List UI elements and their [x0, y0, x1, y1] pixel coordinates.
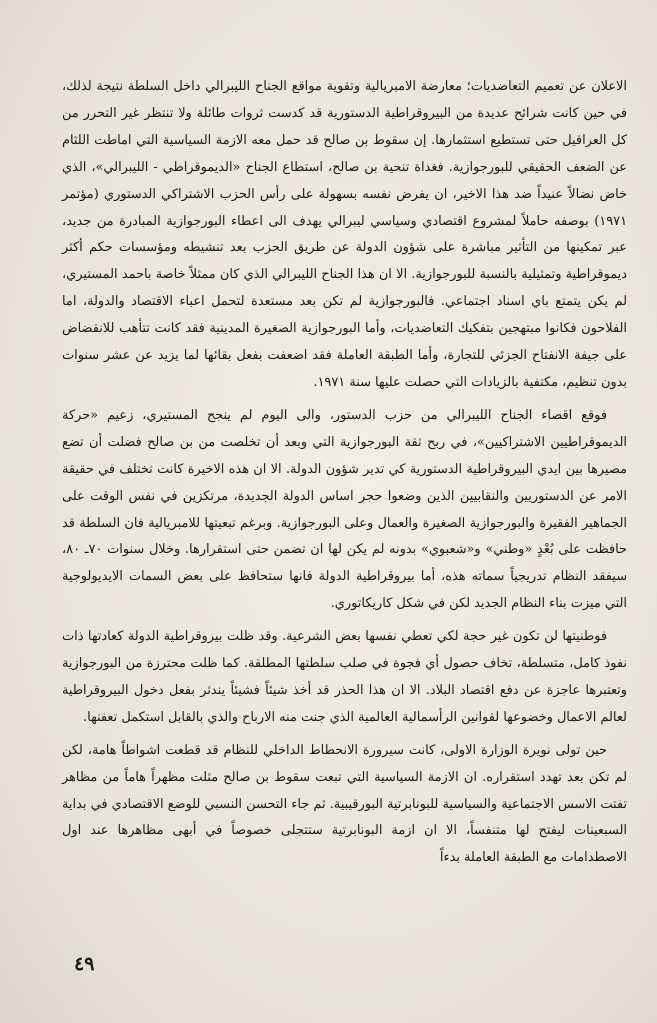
paragraph-2: فوقع اقصاء الجناح الليبرالي من حزب الدستور، والى اليوم لم ينجح المستيري، زعيم «حركة الديموقراطيين الاشتراكيين»، في ربح ثقة البورجوازية التي وبعد أن تخلصت من بن صالح فضلت أن تضع مصيرها بين ايدي البيروقراطية الدستورية كي تدير شؤون الدولة. الا ان هذه الاخيرة كانت تختلف في حقيقة الامر عن الدستوريين والنقابيين الذين وضعوا حجر اساس الدولة الجديدة، مرتكزين في نفس الوقت على الجماهير الفقيرة والبورجوازية الصغيرة والعمال وعلى البورجوازية. وبرغم تبعيتها للامبريالية فان السلطة قد حافظت على بُعْدٍ «وطني» و«شعبوي» بدونه لم يكن لها ان تضمن حتى استقرارها. وخلال سنوات ٧٠ـ ٨٠، سيفقد النظام تدريجياً سماته هذه، أما بيروقراطية الدولة فانها ستحافظ على بعض السمات الايديولوجية التي ميزت بناء النظام الجديد لكن في شكل كاريكاتوري. [62, 407, 628, 612]
body-text [62, 74, 627, 872]
page-number: ٤٩ [74, 953, 95, 975]
paragraph-1: الاعلان عن تعميم التعاضديات؛ معارضة الامبريالية وتقوية مواقع الجناح الليبرالي داخل السلطة نتيجة لذلك، في حين كانت شرائح عديدة من البيروقراطية الدستورية قد كدست ثروات طائلة ولا تنتظر غير التحرر من كل العراقيل حتى تستطيع استثمارها. إن سقوط بن صالح قد حمل معه الازمة السياسية التي اماطت اللثام عن الضعف الحقيقي للبورجوازية. فغداة تنحية بن صالح، استطاع الجناح «الديموقراطي - الليبرالي»، الذي خاض نضالاً عنيداً ضد هذا الاخير، ان يفرض نفسه بسهولة على رأس الحزب الاشتراكي الدستوري (مؤتمر ١٩٧١) بوصفه حاملاً لمشروع اقتصادي وسياسي ليبرالي يهدف الى اعطاء البورجوازية المبادرة من جديد، عبر تمكينها من التأثير مباشرة على شؤون الدولة عن طريق الحزب بعد تنشيطه ومؤسسات حكم أكثر ديموقراطية وتمثيلية بالنسبة للبورجوازية. الا ان هذا الجناح الليبرالي الذي كان ممثلاً خاصة باحمد المستيري، لم يكن يتمتع باي اسناد اجتماعي. فالبورجوازية لم تكن بعد مستعدة لتحمل اعباء الاقتصاد والدولة، اما الفلاحون فكانوا مبتهجين بتفكيك التعاضديات، وأما البورجوازية الصغيرة المدينية فقد كانت تتأهب للانقضاض على جيفة الانفتاح الجزئي للتجارة، وأما الطبقة العاملة فقد اضعفت بفعل بقائها لما يزيد عن عشر سنوات بدون تنظيم، مكتفية بالزيادات التي حصلت عليها سنة ١٩٧١. [62, 79, 627, 390]
paragraph-3: فوطنيتها لن تكون غير حجة لكي تعطي نفسها بعض الشرعية. وقد ظلت بيروقراطية الدولة كعادتها ذات نفوذ كامل، متسلطة، تخاف حصول أي فجوة في صلب سلطتها المطلقة. كما ظلت محترزة من البورجوازية وتعتبرها عاجزة عن دفع اقتصاد البلاد. الا ان هذا الحذر قد أخذ شيئاً فشيئاً يندثر بفعل دخول البيروقراطية لعالم الاعمال وخضوعها لقوانين الرأسمالية العالمية الذي جنت منه الارباح والذي بالقابل استكمل تعفنها. [62, 629, 627, 725]
paragraph-4: حين تولى نويرة الوزارة الاولى، كانت سيرورة الانحطاط الداخلي للنظام قد قطعت اشواطاً هامة، لكن لم تكن بعد تهدد استقراره. ان الازمة السياسية التي تبعت سقوط بن صالح مثلت مظهراً هاماً من مظاهر تفتت الاسس الاجتماعية والسياسية للبونابرتية البورقيبية. ثم جاء التحسن النسبي للوضع الاقتصادي في بداية السبعينات ليفتح لها متنفساً، الا ان ازمة البونابرتية ستتجلى خصوصاً في أبهى مظاهرها عند اول الاصطدامات مع الطبقة العاملة بدءاً [62, 742, 627, 866]
